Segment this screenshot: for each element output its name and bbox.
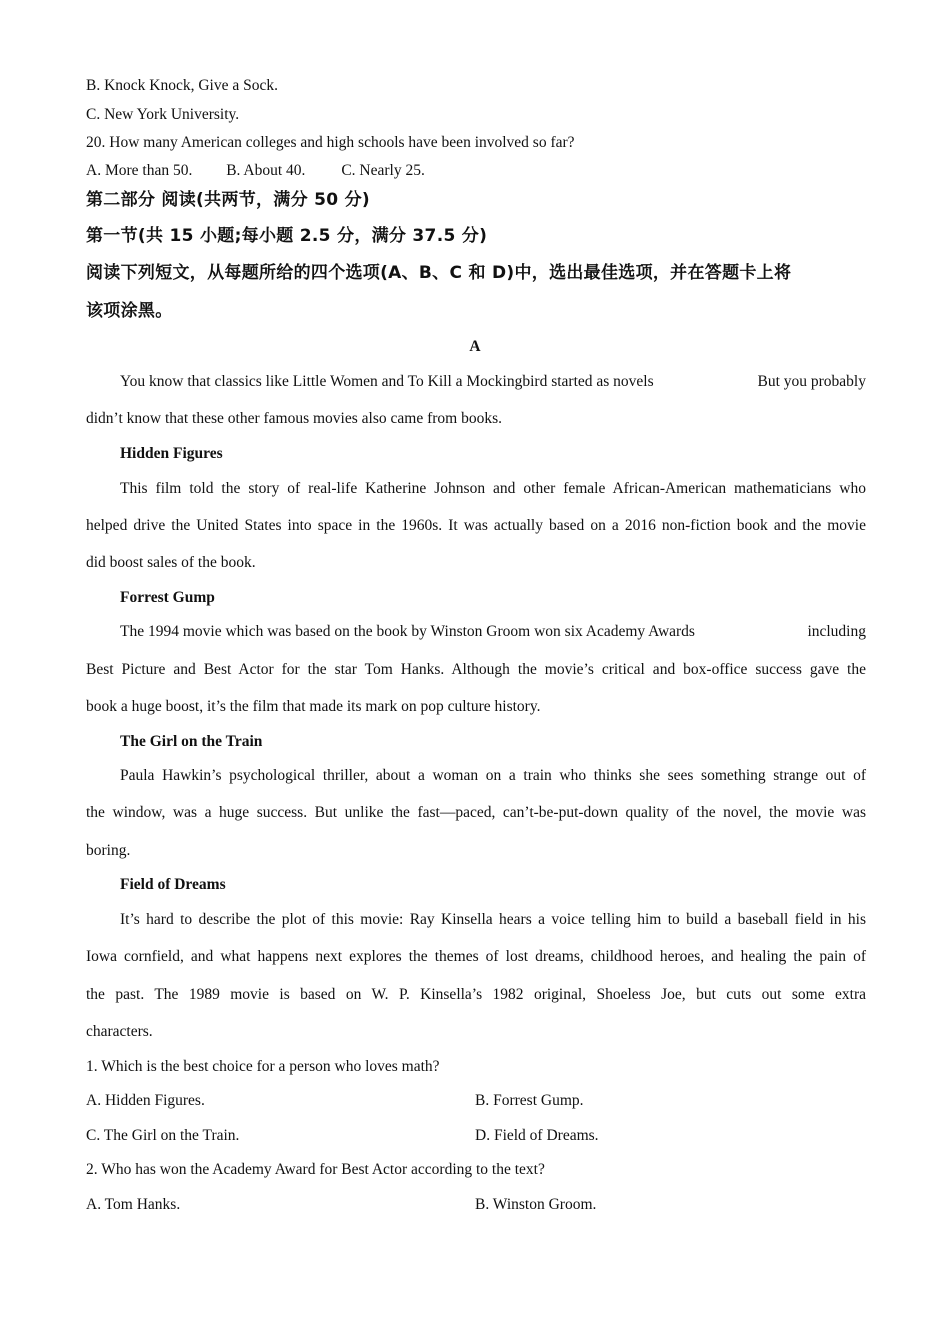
movie-body-line: It’s hard to describe the plot of this movie: Ray Kinsella hears a voice telling him to build a baseball field in his: [120, 911, 866, 928]
movie-body-line-b: including: [807, 623, 866, 640]
question-stem: 1. Which is the best choice for a person who loves math?: [86, 1058, 440, 1075]
q20-option-a: A. More than 50.: [86, 162, 193, 179]
answer-option: A. Tom Hanks.: [86, 1196, 181, 1213]
answer-option: B. Forrest Gump.: [475, 1092, 584, 1109]
instruction-line-2: 该项涂黑。: [86, 301, 173, 321]
intro-line-1: [120, 372, 866, 392]
q19-option-b: B. Knock Knock, Give a Sock.: [86, 77, 278, 94]
movie-title: Forrest Gump: [120, 589, 215, 606]
movie-title: Field of Dreams: [120, 876, 226, 893]
movie-body-line: boring.: [86, 842, 131, 859]
movie-body-line: This film told the story of real-life Katherine Johnson and other female African-American mathematicians who: [120, 480, 866, 497]
movie-body-line: characters.: [86, 1023, 153, 1040]
q20-stem: 20. How many American colleges and high schools have been involved so far?: [86, 134, 575, 151]
subsection-title: 第一节(共 15 小题;每小题 2.5 分，满分 37.5 分): [86, 226, 488, 246]
instruction-line-1: 阅读下列短文，从每题所给的四个选项(A、B、C 和 D)中，选出最佳选项，并在答题卡上将: [86, 263, 792, 283]
movie-body-line: book a huge boost, it’s the film that made its mark on pop culture history.: [86, 698, 541, 715]
movie-body-line: Iowa cornfield, and what happens next explores the themes of lost dreams, childhood heroes, and healing the pain of: [86, 948, 866, 965]
movie-body-line: did boost sales of the book.: [86, 554, 256, 571]
answer-option: C. The Girl on the Train.: [86, 1127, 240, 1144]
movie-body-line: the past. The 1989 movie is based on W. P. Kinsella’s 1982 original, Shoeless Joe, but cuts out some extra: [86, 986, 866, 1003]
answer-option: A. Hidden Figures.: [86, 1092, 205, 1109]
intro-line-1-b: But you probably: [757, 373, 866, 390]
passage-label: A: [469, 338, 481, 355]
movie-body-line: [120, 622, 866, 642]
movie-body-line: Best Picture and Best Actor for the star Tom Hanks. Although the movie’s critical and box-office success gave the: [86, 661, 866, 678]
q20-option-c: C. Nearly 25.: [341, 162, 425, 179]
movie-body-line: Paula Hawkin’s psychological thriller, about a woman on a train who thinks she sees something strange out of: [120, 767, 866, 784]
movie-title: The Girl on the Train: [120, 733, 263, 750]
question-stem: 2. Who has won the Academy Award for Best Actor according to the text?: [86, 1161, 545, 1178]
movie-body-line: helped drive the United States into space in the 1960s. It was actually based on a 2016 non-fiction book and the movie: [86, 517, 866, 534]
movie-body-line-a: The 1994 movie which was based on the book by Winston Groom won six Academy Awards: [120, 623, 695, 640]
answer-option: B. Winston Groom.: [475, 1196, 597, 1213]
intro-line-2: didn’t know that these other famous movies also came from books.: [86, 410, 502, 427]
intro-line-1-a: You know that classics like Little Women and To Kill a Mockingbird started as novels: [120, 373, 654, 390]
q19-option-c: C. New York University.: [86, 106, 240, 123]
q20-option-b: B. About 40.: [226, 162, 306, 179]
part-title: 第二部分 阅读(共两节，满分 50 分): [86, 190, 370, 210]
answer-option: D. Field of Dreams.: [475, 1127, 599, 1144]
q20-options: [86, 161, 866, 181]
movie-body-line: the window, was a huge success. But unlike the fast—paced, can’t-be-put-down quality of the novel, the movie was: [86, 804, 866, 821]
movie-title: Hidden Figures: [120, 445, 223, 462]
